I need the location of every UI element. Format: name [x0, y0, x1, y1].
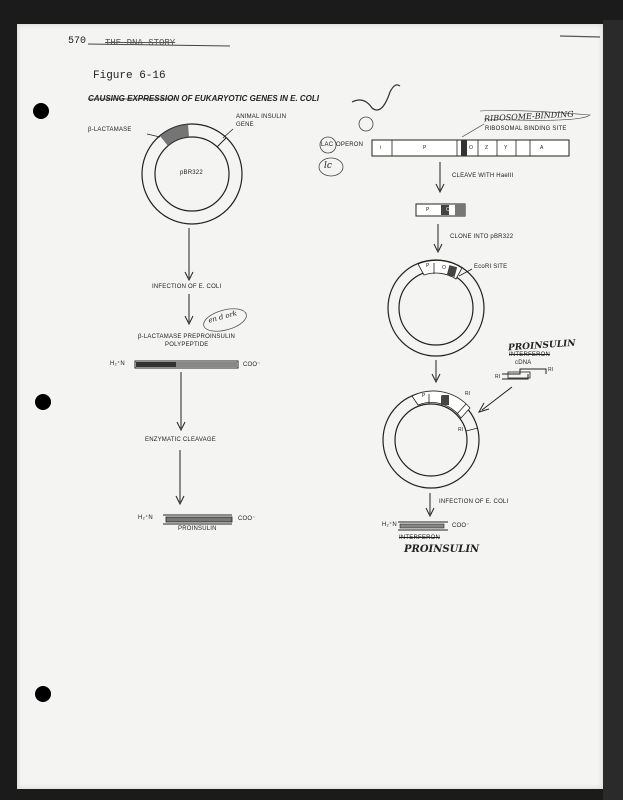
operon-seg-i: i: [380, 145, 382, 151]
ecori-label: EcoRI SITE: [474, 264, 508, 270]
lac-label: LAC: [321, 142, 334, 148]
product-line-2: POLYPEPTIDE: [165, 342, 209, 348]
figure-title: CAUSING EXPRESSION OF EUKARYOTIC GENES IN E. COLI: [88, 94, 319, 103]
handwritten-ribosome: RIBOSOME-BINDING: [483, 109, 574, 124]
final-c-right: COO⁻: [452, 523, 470, 529]
operon-seg-a: A: [540, 145, 544, 151]
n-terminus: H₂⁺N: [110, 361, 125, 367]
ribosomal-site-label: RIBOSOMAL BINDING SITE: [485, 126, 567, 132]
product-line-1: β-LACTAMASE PREPROINSULIN: [138, 334, 236, 340]
final-n-left: H₂⁺N: [138, 515, 153, 521]
insert-crossed-interferon: INTERFERON: [509, 352, 550, 358]
plasmid-label: pBR322: [180, 170, 203, 176]
insulin-gene-label-1: ANIMAL INSULIN: [236, 114, 287, 120]
handwritten-proinsulin-insert: PROINSULIN: [507, 338, 576, 354]
handwritten-note: en d ork: [207, 309, 238, 325]
operon-seg-z: Z: [485, 145, 489, 151]
left-step-infection: INFECTION OF E. COLI: [152, 284, 222, 290]
left-step-cleavage: ENZYMATIC CLEAVAGE: [145, 437, 216, 443]
final-n-right: H₂⁺N: [382, 522, 397, 528]
final-product-left: PROINSULIN: [178, 526, 217, 532]
final-c-left: COO⁻: [238, 516, 256, 522]
operon-seg-p: P: [423, 145, 427, 151]
plasmid2-o: O: [438, 393, 442, 399]
c-terminus: COO⁻: [243, 362, 261, 368]
beta-lactamase-label: β-LACTAMASE: [88, 127, 132, 133]
right-step-infection: INFECTION OF E. COLI: [439, 499, 509, 505]
operon-seg-y: Y: [504, 145, 508, 151]
plasmid2-p: P: [422, 393, 426, 399]
insulin-gene-label-2: GENE: [236, 122, 254, 128]
right-step-clone: CLONE INTO pBR322: [450, 234, 514, 240]
plasmid2-ri-side: RI: [458, 427, 463, 433]
running-title: THE DNA STORY: [105, 38, 176, 48]
handwritten-lc: lc: [324, 161, 332, 171]
fragment-p: P: [426, 207, 430, 213]
operon-seg-o: O: [469, 145, 473, 151]
right-step-cleave: CLEAVE WITH HaeIII: [452, 173, 514, 179]
figure-label: Figure 6-16: [93, 70, 166, 82]
ri-left: RI: [495, 374, 500, 380]
final-handwritten-proinsulin: PROINSULIN: [404, 544, 480, 555]
ri-right: RI: [548, 367, 553, 373]
plasmid2-ri-top: RI: [465, 391, 470, 397]
final-crossed-interferon: INTERFERON: [399, 535, 440, 541]
fragment-o: O: [446, 207, 450, 213]
operon-label: OPERON: [336, 142, 364, 148]
insert-cdna: cDNA: [515, 360, 532, 366]
plasmid1-o: O: [442, 265, 446, 271]
page-number: 570: [68, 36, 87, 47]
plasmid1-p: P: [426, 263, 430, 269]
